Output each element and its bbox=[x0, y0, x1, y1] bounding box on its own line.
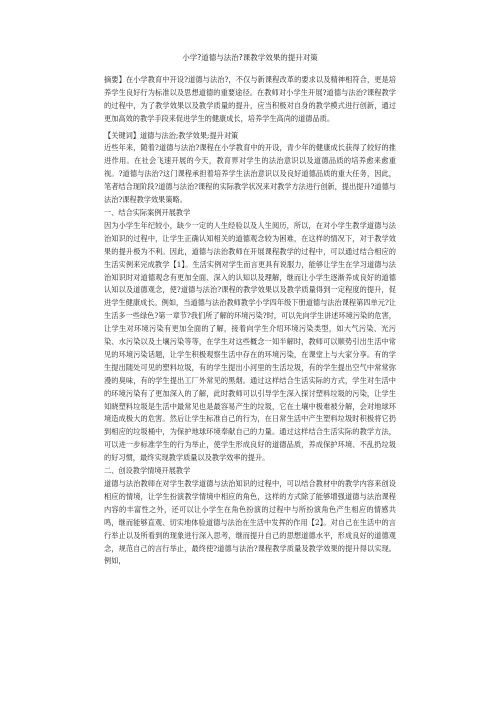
section-1-heading: 一、结合实际案例开展教学 bbox=[104, 207, 191, 217]
section-2-heading: 二、创设教学情境开展教学 bbox=[104, 466, 191, 476]
section-1-body: 因为小学生年纪较小，缺少一定的人生经验以及人生阅历，所以，在对小学生教学道德与法治知识的过程中，让学生正确认知相关的道德观念较为困难，在这样的情况下，对于教学效果的提升极为不利。因此，道德与法治教师在开展课程教学的过程中，可以通过结合相应的生活实例来完成教学【1】。生活实例对学生而言更具有说服力，能够让学生在学习道德与法治知识时对道德观念有更加全面、深入的认知以及理解，继而让小学生逐渐养成良好的道德认知以及道德观念，使?道德与法治?课程的教学效果以及教学质量得到一定程度的提升，促进学生健康成长。例如，当道德与法治教师教学小学四年级下册道德与法治课程第四单元?让生活多一些绿色?第一章节?我们所了解的环境污染?时，可以先向学生讲述环境污染的危害，让学生对环境污染有更加全面的了解，接着向学生介绍环境污染类型，如大气污染、光污染、水污染以及土壤污染等等，在学生对这些概念一知半解时，教师可以顺势引出生活中常见的环境污染话题，让学生积极观察生活中存在的环境污染，在课堂上与大家分享。有的学生提出随处可见的塑料垃圾，有的学生提出小河里的生活垃圾，有的学生提出空气中常常弥漫的臭味，有的学生提出工厂外常见的黑烟。通过这样结合生活实际的方式，学生对生活中的环境污染有了更加深入的了解，此时教师可以引导学生深入探讨塑料垃圾的污染，让学生知晓塑料垃圾是生活中最常见也是最容易产生的垃圾，它在土壤中极难被分解，会对地球环境造成极大的危害。然后让学生标准自己的行为，在日常生活中产生塑料垃圾时积极将它扔到相应的垃圾桶中，为保护地球环境奉献自己的力量。通过这样结合生活实际的教学方法，可以进一步标准学生的行为举止，使学生形成良好的道德品质，养成保护环境、不乱扔垃圾的好习惯，最终实现教学质量以及教学效率的提升。 bbox=[104, 220, 396, 463]
intro-paragraph: 近些年来，随着?道德与法治?课程在小学教育中的开设，青少年的健康成长获得了较好的推进作用。在社会飞速开展的今天，教育界对学生的法治意识以及道德品质的培养愈来愈重视。?道德与法治?这门课程承担着培养学生法治意识以及良好道德品质的重大任务，因此，笔者结合现阶段?道德与法治?课程的实际教学状况来对教学方法进行创新，提出提升?道德与法治?课程教学效果策略。 bbox=[104, 143, 396, 205]
section-2-body: 道德与法治教师在对学生教学道德与法治知识的过程中，可以结合教材中的教学内容来创设相应的情境，让学生扮演教学情境中相应的角色，这样的方式除了能够增强道德与法治课程内容的丰富性之外，还可以让小学生在角色扮演的过程中与所扮演角色产生相应的情感共鸣，继而能够直观、切实地体验道德与法治在生活中发挥的作用【2】。对自己在生活中的言行举止以及所看到的现象进行深入思考，继而提升自己的思想道德水平，形成良好的道德观念，规范自己的言行举止，最终使?道德与法治?课程教学质量及教学效果的提升得以实现。例如， bbox=[104, 479, 396, 566]
abstract-paragraph: 摘要】在小学教育中开设?道德与法治?，不仅与新课程改革的要求以及精神相符合，更是培养学生良好行为标准以及思想道德的重要途径。在教师对小学生开展?道德与法治?课程教学的过程中，为了教学效果以及教学质量的提升，应当积极对自身的教学模式进行创新，通过更加高效的教学手段来促进学生的健康成长，培养学生高尚的道德品质。 bbox=[104, 74, 396, 123]
page-title: 小学?道德与法治?课教学效果的提升对策 bbox=[182, 53, 318, 62]
keywords-line: 【关键词】道德与法治;教学效果;提升对策 bbox=[104, 130, 239, 140]
